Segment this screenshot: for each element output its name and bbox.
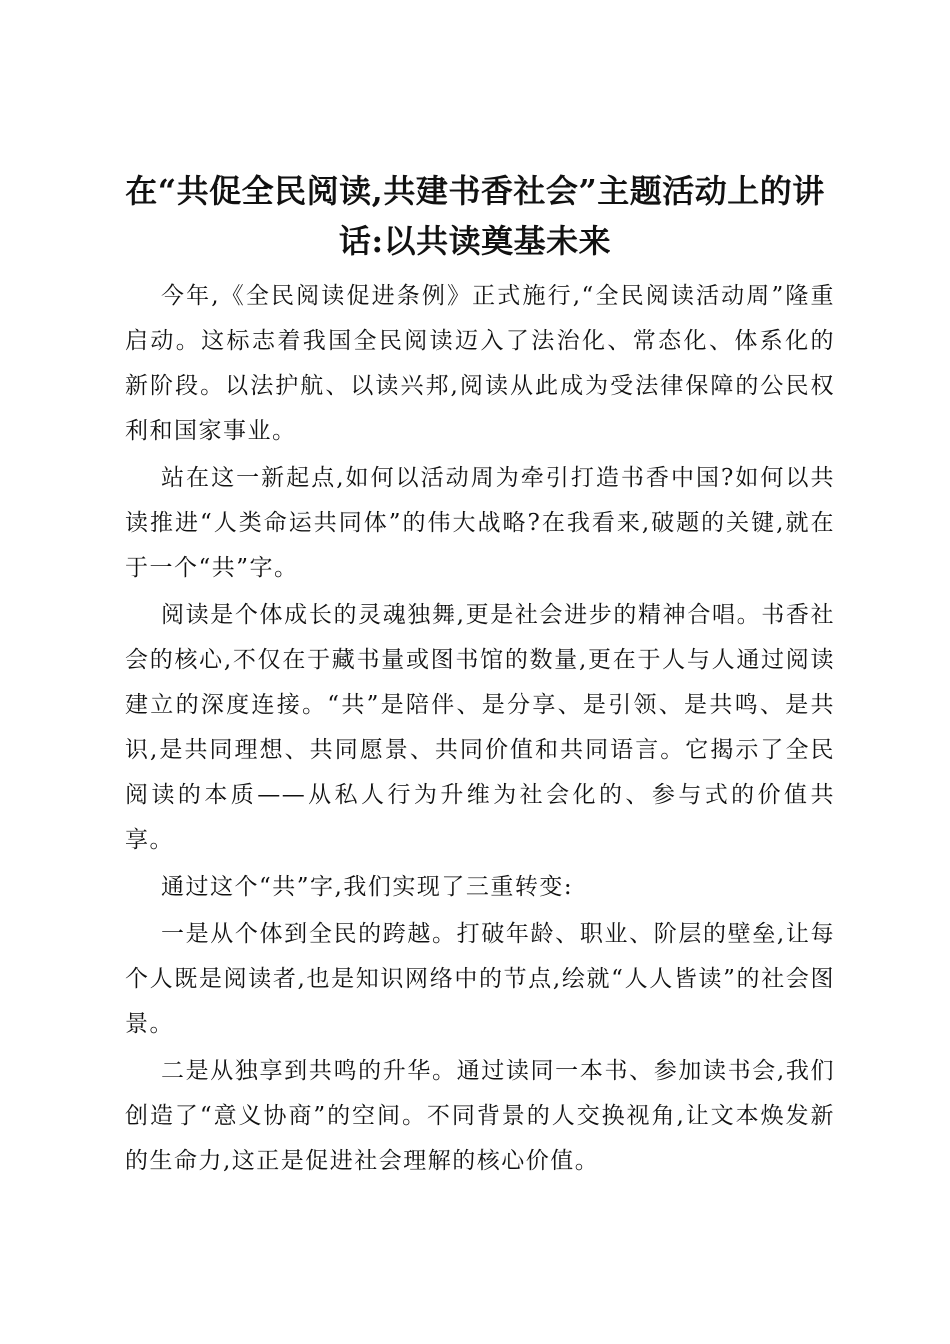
- paragraph: 今年,《全民阅读促进条例》正式施行,“全民阅读活动周”隆重启动。这标志着我国全民阅读迈入了法治化、常态化、体系化的新阶段。以法护航、以读兴邦,阅读从此成为受法律保障的公民权利和国家事业。: [125, 283, 835, 444]
- paragraph: 阅读是个体成长的灵魂独舞,更是社会进步的精神合唱。书香社会的核心,不仅在于藏书量或图书馆的数量,更在于人与人通过阅读建立的深度连接。“共”是陪伴、是分享、是引领、是共鸣、是共识,是共同理想、共同愿景、共同价值和共同语言。它揭示了全民阅读的本质——从私人行为升维为社会化的、参与式的价值共享。: [125, 602, 835, 853]
- document-body: [125, 274, 835, 1184]
- paragraph: 通过这个“共”字,我们实现了三重转变:: [161, 874, 574, 900]
- paragraph: 二是从独享到共鸣的升华。通过读同一本书、参加读书会,我们创造了“意义协商”的空间。不同背景的人交换视角,让文本焕发新的生命力,这正是促进社会理解的核心价值。: [125, 1058, 835, 1174]
- document-title: 在“共促全民阅读,共建书香社会”主题活动上的讲话:以共读奠基未来: [125, 172, 825, 260]
- paragraph: 站在这一新起点,如何以活动周为牵引打造书香中国?如何以共读推进“人类命运共同体”的伟大战略?在我看来,破题的关键,就在于一个“共”字。: [125, 465, 835, 581]
- paragraph: 一是从个体到全民的跨越。打破年龄、职业、阶层的壁垒,让每个人既是阅读者,也是知识网络中的节点,绘就“人人皆读”的社会图景。: [125, 921, 835, 1037]
